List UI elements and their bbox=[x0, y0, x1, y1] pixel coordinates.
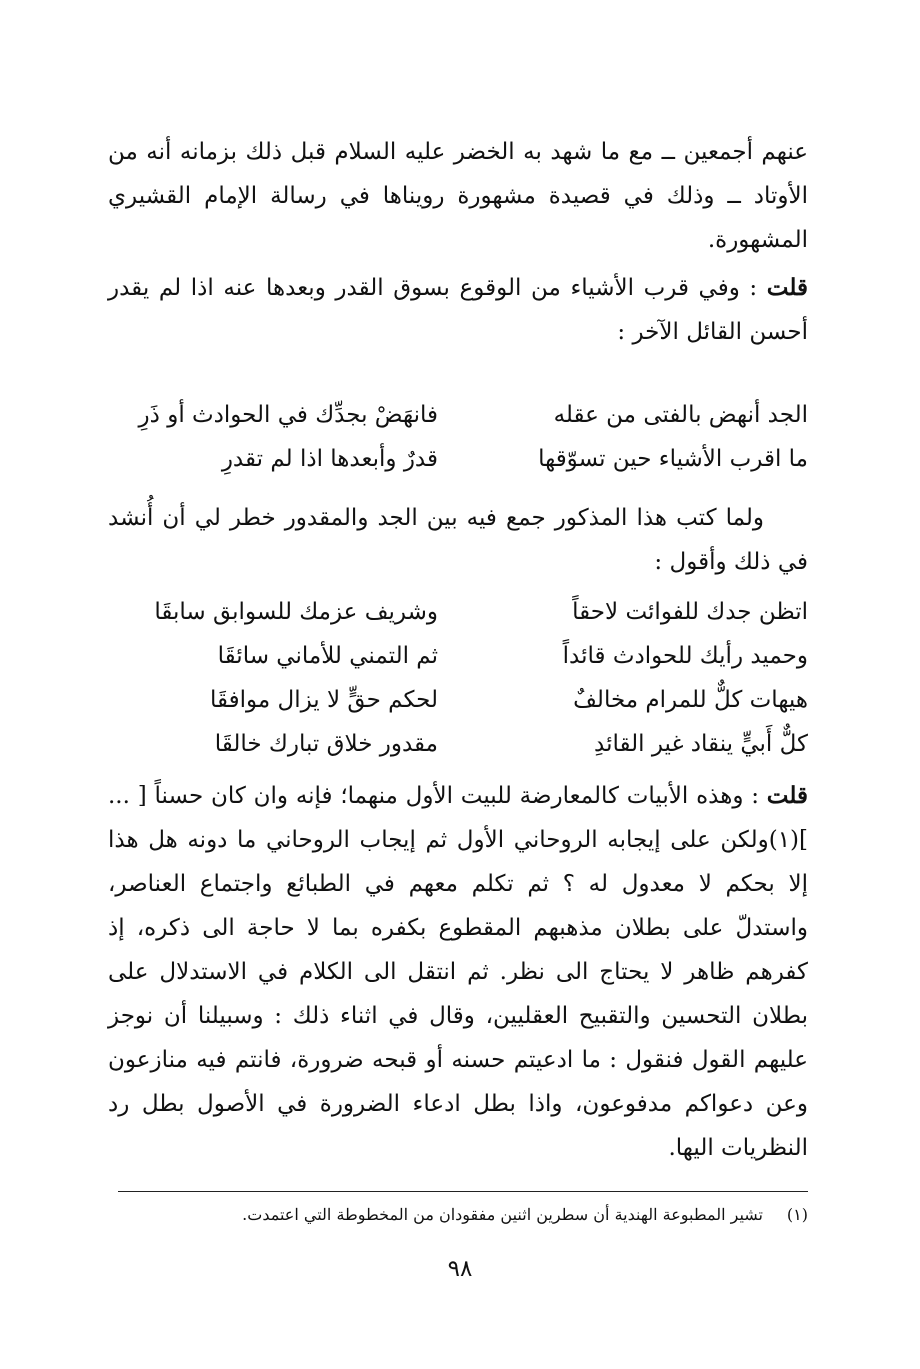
verse-row bbox=[108, 678, 808, 722]
paragraph-1 bbox=[108, 130, 808, 262]
poem-2 bbox=[108, 590, 808, 766]
qultu-label: قلت bbox=[766, 274, 808, 301]
verse-first-hemistich: ما اقرب الأشياء حين تسوّقها bbox=[538, 446, 808, 472]
verse-first-hemistich: كلٌّ أَبيٍّ ينقاد غير القائدِ bbox=[594, 731, 808, 757]
paragraph-3 bbox=[108, 496, 808, 584]
footnote-number: (١) bbox=[786, 1205, 808, 1224]
footnote bbox=[108, 1200, 808, 1230]
verse-first-hemistich: اتظن جدك للفوائت لاحقاً bbox=[572, 599, 808, 625]
verse-second-hemistich: مقدور خلاق تبارك خالقَا bbox=[214, 731, 438, 757]
footnote-divider bbox=[118, 1191, 808, 1192]
verse-row bbox=[108, 634, 808, 678]
verse-first-hemistich: هيهات كلٌّ للمرام مخالفٌ bbox=[573, 687, 808, 713]
paragraph-1-text: عنهم أجمعين ــ مع ما شهد به الخضر عليه السلام قبل ذلك بزمانه أنه من الأوتاد ــ وذلك في قصيدة مشهورة رويناها في رسالة الإمام القشيري المشهورة. bbox=[108, 139, 808, 253]
paragraph-4-body: : وهذه الأبيات كالمعارضة للبيت الأول منهما؛ فإنه وان كان حسناً [ ... ](١)ولكن على إيجابه الروحاني الأول ثم إيجاب الروحاني ما دونه هل هذا إلا بحكم لا معدول له ؟ ثم تكلم معهم في الطبائع واجتماع العناصر، واستدلّ على بطلان مذهبهم المقطوع بكفره بما لا حاجة الى ذكره، إذ كفرهم ظاهر لا يحتاج الى نظر. ثم انتقل الى الكلام في الاستدلال على بطلان التحسين والتقبيح العقليين، وقال في اثناء ذلك : وسبيلنا أن نوجز عليهم القول فنقول : ما ادعيتم حسنه أو قبحه ضرورة، فانتم فيه منازعون وعن دعواكم مدفوعون، واذا بطل ادعاء الضرورة في الأصول بطل رد النظريات اليها. bbox=[108, 783, 808, 1161]
paragraph-2-text bbox=[108, 266, 808, 354]
verse-first-hemistich: وحميد رأيك للحوادث قائداً bbox=[562, 643, 808, 669]
verse-row bbox=[108, 590, 808, 634]
verse-row bbox=[108, 393, 808, 437]
verse-row bbox=[108, 437, 808, 481]
poem-1 bbox=[108, 393, 808, 481]
verse-second-hemistich: فانهَضْ بجدِّك في الحوادث أو ذَرِ bbox=[138, 402, 438, 428]
paragraph-4 bbox=[108, 774, 808, 1170]
paragraph-2 bbox=[108, 266, 808, 354]
paragraph-3-text: ولما كتب هذا المذكور جمع فيه بين الجد والمقدور خطر لي أن أُنشد في ذلك وأقول : bbox=[108, 505, 808, 575]
verse-second-hemistich: قدرٌ وأبعدها اذا لم تقدرِ bbox=[221, 446, 438, 472]
page-number: ٩٨ bbox=[447, 1256, 473, 1282]
paragraph-2-body: : وفي قرب الأشياء من الوقوع بسوق القدر وبعدها عنه اذا لم يقدر أحسن القائل الآخر : bbox=[108, 275, 808, 345]
verse-first-hemistich: الجد أنهض بالفتى من عقله bbox=[553, 402, 808, 428]
verse-second-hemistich: وشريف عزمك للسوابق سابقَا bbox=[154, 599, 438, 625]
verse-row bbox=[108, 722, 808, 766]
footnote-text: تشير المطبوعة الهندية أن سطرين اثنين مفقودان من المخطوطة التي اعتمدت. bbox=[242, 1205, 763, 1224]
verse-second-hemistich: لحكم حقٍّ لا يزال موافقَا bbox=[209, 687, 438, 713]
qultu-label: قلت bbox=[766, 782, 808, 809]
verse-second-hemistich: ثم التمني للأماني سائقَا bbox=[217, 643, 438, 669]
paragraph-4-text bbox=[108, 774, 808, 1170]
